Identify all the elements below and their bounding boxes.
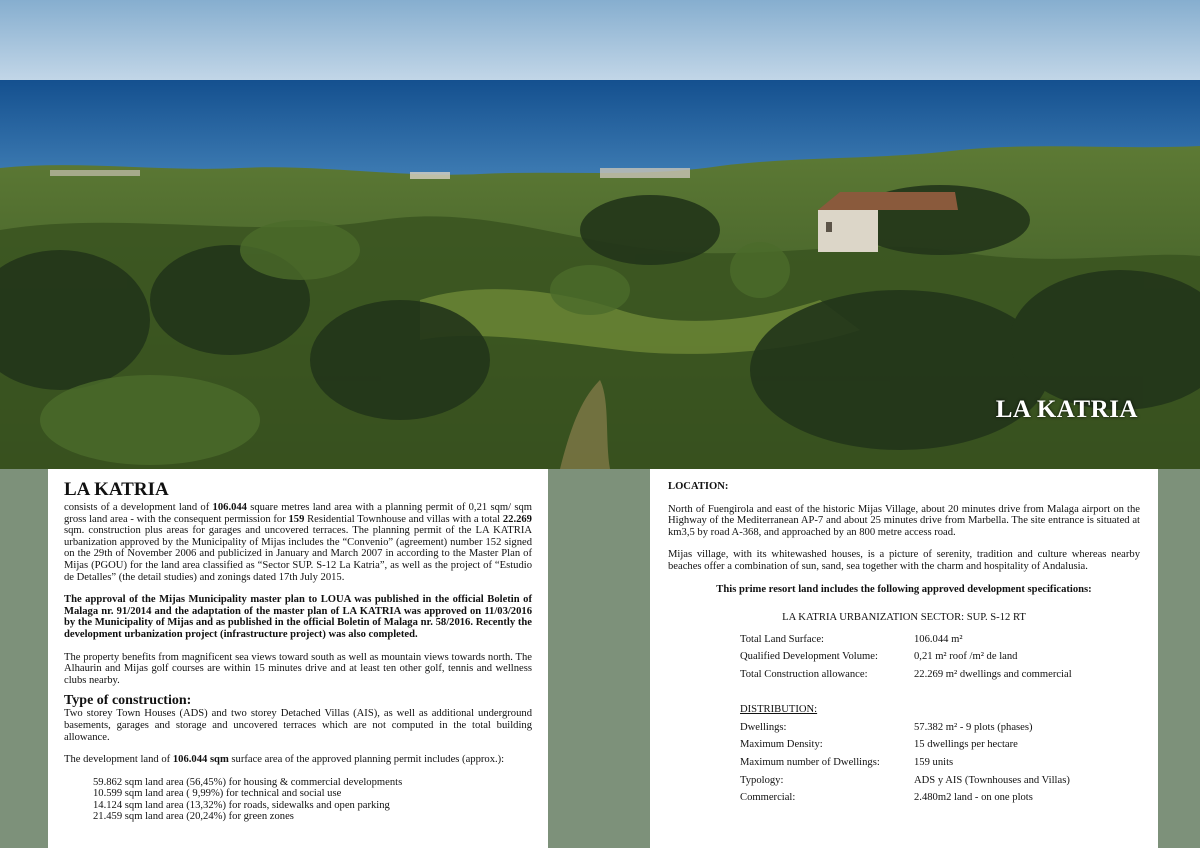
spec-row [740,669,1072,687]
distribution-row [740,739,1072,757]
distribution-value: 15 dwellings per hectare [914,739,1018,751]
allocation-item: 59.862 sqm land area (56,45%) for housing & commercial developments [93,776,403,788]
intro-text-2: square metres land area with a planning permit of 0,21 sqm/ sqm gross land area - with the consequent permission for [64,502,532,525]
location-heading: LOCATION: [668,481,729,492]
dev-land-text-1: The development land of [64,754,173,766]
specs-intro: This prime resort land includes the following approved development specifications: [716,583,1092,595]
intro-text-3: Residential Townhouse and villas with a total [304,513,503,525]
distribution-row [740,722,1072,740]
spec-label: Total Construction allowance: [740,668,868,680]
distribution-row [740,792,1072,810]
development-land-paragraph [64,754,532,766]
distribution-value: 2.480m2 land - on one plots [914,792,1033,804]
distribution-heading-row [740,704,1072,722]
construction-paragraph: Two storey Town Houses (ADS) and two storey Detached Villas (AIS), as well as additional underground basements, garages and storage and uncovered terraces which are not computed in the total building allowance. [64,708,532,743]
page-title: LA KATRIA [64,479,169,500]
sector-heading: LA KATRIA URBANIZATION SECTOR: SUP. S-12 RT [782,612,1026,624]
village-paragraph: Mijas village, with its whitewashed houses, is a picture of serenity, tradition and culture whereas nearby beaches offer a combination of sun, sand, sea together with the charm and hospitality of Andalusia. [668,549,1140,572]
spec-row [740,651,1072,669]
left-page [48,469,548,848]
spec-value: 22.269 m² dwellings and commercial [914,668,1072,680]
distribution-label: Maximum Density: [740,739,823,751]
allocation-item: 14.124 sqm land area (13,32%) for roads, sidewalks and open parking [93,799,390,811]
intro-land-area: 106.044 [212,502,247,513]
distribution-label: Maximum number of Dwellings: [740,756,880,768]
distribution-label: Dwellings: [740,721,787,733]
spec-row [740,634,1072,652]
dev-land-area: 106.044 sqm [172,754,229,766]
dev-land-text-2: surface area of the approved planning permit includes (approx.): [228,754,505,766]
distribution-value: 159 units [914,756,954,768]
intro-construction-area: 22.269 [502,513,532,525]
spec-value: 106.044 m² [914,633,963,645]
photo-title: LA KATRIA [995,396,1138,423]
distribution-row [740,757,1072,775]
right-page [650,469,1158,848]
land-allocation-list [93,777,532,823]
location-paragraph: North of Fuengirola and east of the historic Mijas Village, about 20 minutes drive from Malaga airport on the Highway of the Mediterranean AP-7 and about 25 minutes drive from Marbella. The site entrance is situated at km3,5 by road A-368, and approached by an 800 metre access road. [668,503,1140,538]
approval-paragraph: The approval of the Mijas Municipality master plan to LOUA was published in the official Boletin of Malaga nr. 91/2014 and the adaptation of the master plan of LA KATRIA was approved on 11/03/2016 by the Municipality of Mijas and as published in the official Boletin of Malaga nr. 58/2016. Recently the development urbanization project (infrastructure project) was also completed. [64,594,532,640]
distribution-label: Commercial: [740,792,796,804]
distribution-heading: DISTRIBUTION: [740,704,818,716]
spec-label: Qualified Development Volume: [740,651,878,663]
distribution-label: Typology: [740,774,784,786]
distribution-value: ADS y AIS (Townhouses and Villas) [914,774,1070,786]
intro-text-1: consists of a development land of [64,502,213,513]
specs-table [740,634,1072,810]
intro-units: 159 [288,513,305,525]
intro-text-4: sqm. construction plus areas for garages and uncovered terraces. The planning permit of the LA KATRIA urbanization approved by the Municipality of Mijas includes the “Convenio” (agreement) number 152 signed on the 29th of November 2006 and publicized in January and March 2007 in according to the Master Plan of Mijas (PGOU) for the land area classified as “Sector SUP. S-12 La Katria”, as well as the project of “Estudio de Detalles” (the detail studies) and zonings dated 17th July 2015. [64,525,532,583]
intro-paragraph [64,502,532,583]
construction-heading: Type of construction: [64,693,192,709]
distribution-value: 57.382 m² - 9 plots (phases) [914,721,1033,733]
allocation-item: 10.599 sqm land area ( 9,99%) for technical and social use [93,788,342,800]
allocation-item: 21.459 sqm land area (20,24%) for green zones [93,811,294,823]
views-paragraph: The property benefits from magnificent sea views toward south as well as mountain views towards north. The Alhaurin and Mijas golf courses are within 15 minutes drive and at least ten other golf, tennis and wellness clubs nearby. [64,651,532,686]
spec-label: Total Land Surface: [740,633,824,645]
distribution-row [740,775,1072,793]
spec-value: 0,21 m² roof /m² de land [914,651,1018,663]
